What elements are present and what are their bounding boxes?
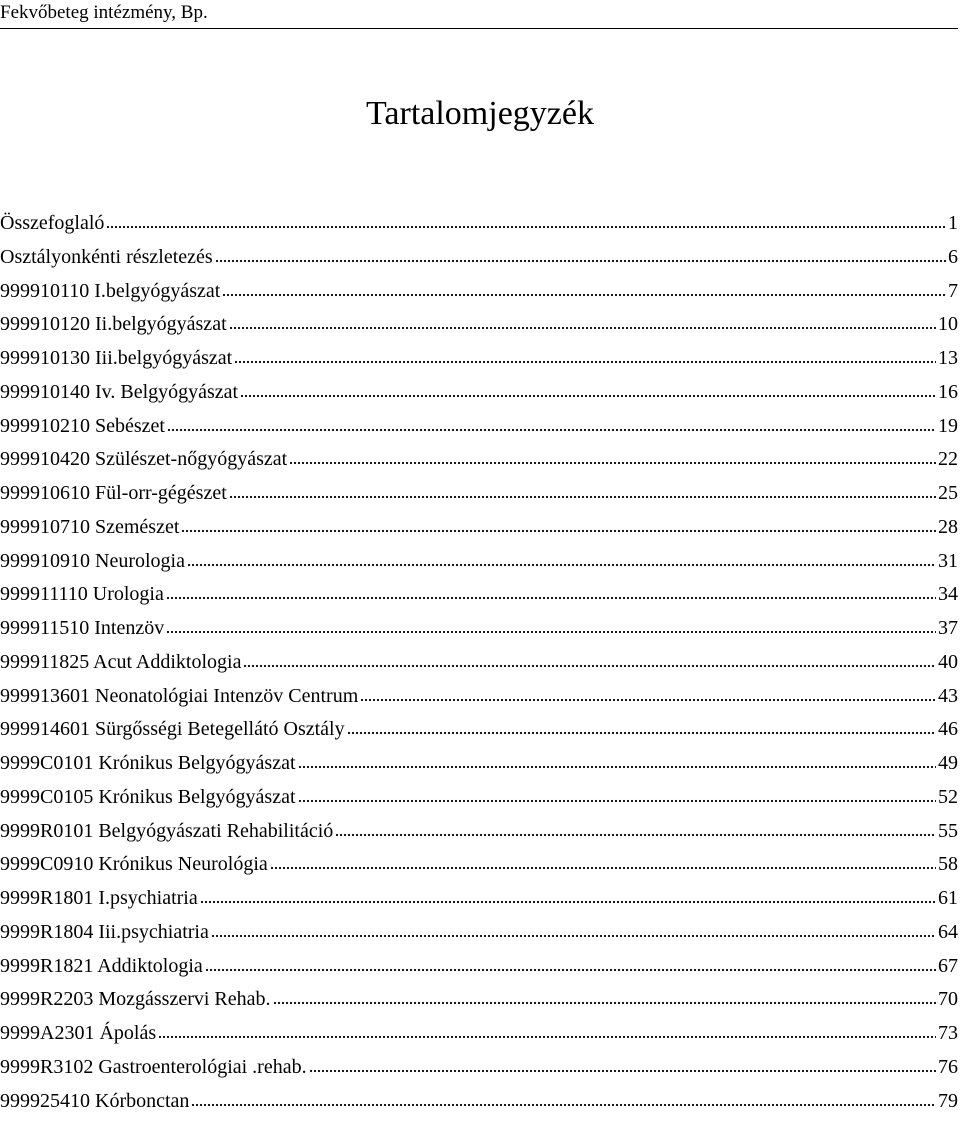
toc-entry-label: 9999R2203 Mozgásszervi Rehab. [0,986,271,1012]
dot-leader [205,968,936,972]
toc-entry-label: 9999C0910 Krónikus Neurológia [0,851,268,877]
toc-entry-label: Osztályonkénti részletezés [0,244,213,270]
toc-entry-label: 9999C0101 Krónikus Belgyógyászat [0,750,296,776]
dot-leader [181,529,936,533]
dot-leader [234,360,936,364]
dot-leader [298,765,936,769]
toc-entry-label: 999911510 Intenzöv [0,615,164,641]
toc-entry-page-number: 25 [938,480,958,506]
toc-entry[interactable] [0,210,958,244]
toc-entry[interactable] [0,784,958,818]
dot-leader [229,495,936,499]
toc-entry-label: 999910910 Neurologia [0,548,185,574]
toc-entry-label: 9999R3102 Gastroenterológiai .rehab. [0,1054,307,1080]
toc-entry-page-number: 70 [938,986,958,1012]
dot-leader [273,1001,936,1005]
page-title: Tartalomjegyzék [0,94,960,134]
toc-entry-label: 999911825 Acut Addiktologia [0,649,241,675]
toc-entry-page-number: 67 [938,953,958,979]
toc-entry[interactable] [0,345,958,379]
toc-entry-label: 9999A2301 Ápolás [0,1020,156,1046]
toc-entry-label: 999913601 Neonatológiai Intenzöv Centrum [0,683,358,709]
toc-entry-label: 9999R1804 Iii.psychiatria [0,919,209,945]
toc-entry[interactable] [0,581,958,615]
dot-leader [229,326,936,330]
toc-entry-label: 999910110 I.belgyógyászat [0,278,220,304]
toc-entry[interactable] [0,986,958,1020]
toc-entry-label: 9999R1801 I.psychiatria [0,885,198,911]
toc-entry[interactable] [0,1020,958,1054]
toc-entry-page-number: 6 [948,244,958,270]
dot-leader [222,293,946,297]
toc-entry[interactable] [0,953,958,987]
toc-entry-label: 999910120 Ii.belgyógyászat [0,311,227,337]
toc-entry-label: Összefoglaló [0,210,104,236]
toc-entry-page-number: 52 [938,784,958,810]
toc-entry-page-number: 31 [938,548,958,574]
toc-entry-page-number: 76 [938,1054,958,1080]
dot-leader [215,259,946,263]
dot-leader [335,833,936,837]
toc-entry-page-number: 10 [938,311,958,337]
toc-entry-page-number: 1 [948,210,958,236]
toc-entry-page-number: 49 [938,750,958,776]
toc-entry-page-number: 79 [938,1088,958,1114]
toc-entry[interactable] [0,885,958,919]
toc-entry-label: 999910420 Szülészet-nőgyógyászat [0,446,287,472]
dot-leader [347,731,936,735]
toc-entry-page-number: 58 [938,851,958,877]
toc-entry-label: 9999R0101 Belgyógyászati Rehabilitáció [0,818,333,844]
toc-entry-page-number: 73 [938,1020,958,1046]
toc-entry[interactable] [0,1054,958,1088]
dot-leader [167,428,936,432]
header-text: Fekvőbeteg intézmény, Bp. [0,2,208,24]
toc-entry-page-number: 19 [938,413,958,439]
toc-entry[interactable] [0,851,958,885]
dot-leader [191,1103,936,1107]
toc-entry[interactable] [0,919,958,953]
toc-entry[interactable] [0,379,958,413]
toc-entry[interactable] [0,514,958,548]
dot-leader [211,934,936,938]
dot-leader [166,630,936,634]
toc-entry-label: 9999R1821 Addiktologia [0,953,203,979]
dot-leader [200,900,936,904]
toc-entry-label: 999910610 Fül-orr-gégészet [0,480,227,506]
toc-entry-label: 999910710 Szemészet [0,514,179,540]
dot-leader [289,461,936,465]
dot-leader [270,866,936,870]
toc-entry-page-number: 37 [938,615,958,641]
toc-entry-label: 999911110 Urologia [0,581,164,607]
toc-entry-page-number: 34 [938,581,958,607]
dot-leader [187,563,936,567]
toc-entry[interactable] [0,548,958,582]
toc-entry[interactable] [0,750,958,784]
toc-entry-page-number: 7 [948,278,958,304]
toc-entry[interactable] [0,716,958,750]
dot-leader [240,394,936,398]
toc-entry-page-number: 61 [938,885,958,911]
toc-entry-page-number: 40 [938,649,958,675]
dot-leader [158,1035,936,1039]
toc-entry[interactable] [0,244,958,278]
toc-entry[interactable] [0,311,958,345]
toc-entry-label: 999914601 Sürgősségi Betegellátó Osztály [0,716,345,742]
toc-entry-label: 999910140 Iv. Belgyógyászat [0,379,238,405]
dot-leader [166,596,936,600]
toc-entry[interactable] [0,615,958,649]
dot-leader [309,1069,936,1073]
dot-leader [360,698,936,702]
toc-entry-label: 999910130 Iii.belgyógyászat [0,345,232,371]
toc-entry-page-number: 64 [938,919,958,945]
toc-entry-label: 999925410 Kórbonctan [0,1088,189,1114]
toc-entry-page-number: 16 [938,379,958,405]
page-header [0,0,958,29]
dot-leader [243,664,936,668]
dot-leader [298,799,936,803]
table-of-contents [0,210,958,1121]
toc-entry[interactable] [0,683,958,717]
toc-entry-page-number: 13 [938,345,958,371]
toc-entry-page-number: 28 [938,514,958,540]
toc-entry[interactable] [0,818,958,852]
toc-entry-page-number: 55 [938,818,958,844]
toc-entry[interactable] [0,480,958,514]
toc-entry[interactable] [0,1088,958,1121]
dot-leader [106,225,946,229]
toc-entry-label: 999910210 Sebészet [0,413,165,439]
toc-entry-page-number: 46 [938,716,958,742]
toc-entry-page-number: 43 [938,683,958,709]
toc-entry[interactable] [0,413,958,447]
toc-entry[interactable] [0,278,958,312]
toc-entry-label: 9999C0105 Krónikus Belgyógyászat [0,784,296,810]
toc-entry[interactable] [0,446,958,480]
toc-entry[interactable] [0,649,958,683]
toc-entry-page-number: 22 [938,446,958,472]
